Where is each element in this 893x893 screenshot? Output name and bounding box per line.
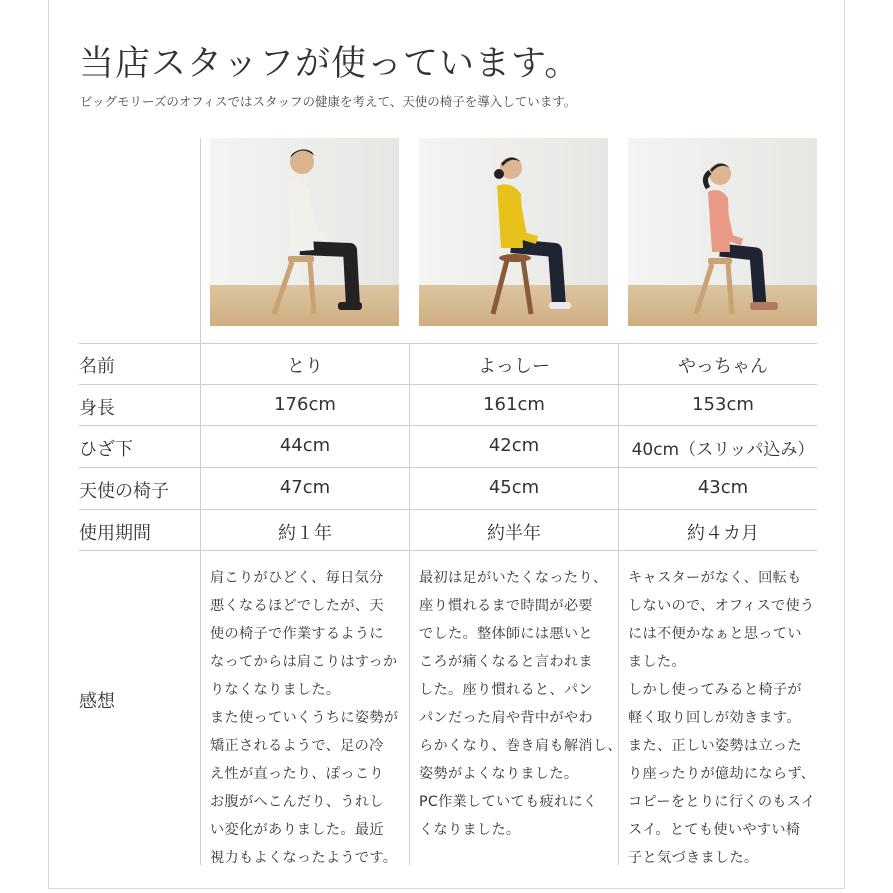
comment-line: お腹がへこんだり、うれし [210,794,384,810]
comment-line: コピーをとりに行くのもスイ [628,794,816,810]
staff-chair-height: 45cm [488,477,540,498]
row-label-impression: 感想 [79,691,115,712]
comment-line: キャスターがなく、回転も [628,570,802,586]
comment-line: 肩こりがひどく、毎日気分 [210,570,384,586]
row-divider [79,550,817,551]
staff-name: とり [287,356,323,377]
row-divider [79,467,817,468]
staff-photo-yacchan [628,138,817,326]
staff-knee: 40cm（スリッパ込み） [631,440,815,460]
staff-photo-tori [210,138,399,326]
staff-knee: 44cm [279,435,331,456]
staff-chair-height: 43cm [697,477,749,498]
comment-line: スイ。とても使いやすい椅 [628,822,801,838]
comment-line: い変化がありました。最近 [210,822,384,838]
comment-line: 使の椅子で作業するように [210,626,384,642]
staff-period: 約４カ月 [687,523,759,544]
comment-line: 姿勢がよくなりました。 [419,766,579,782]
staff-height: 153cm [692,394,754,415]
row-label-chair: 天使の椅子 [79,481,169,502]
comment-line: 最初は足がいたくなったり、 [419,570,608,586]
page-title: 当店スタッフが使っています。 [79,44,581,84]
staff-name: やっちゃん [678,356,768,377]
comment-line: 座り慣れるまで時間が必要 [419,598,593,614]
row-label-height: 身長 [79,398,115,419]
comment-line: しかし使ってみると椅子が [628,682,802,698]
row-divider [79,509,817,510]
comment-line: 子と気づきました。 [628,850,759,866]
row-divider [79,384,817,385]
staff-height: 176cm [274,394,336,415]
comment-line: り座ったりが億劫にならず、 [628,766,816,782]
staff-comment [628,564,816,872]
staff-period: 約半年 [487,523,541,544]
comment-line: 軽く取り回しが効きます。 [628,710,801,726]
page-subtitle: ビッグモリーズのオフィスではスタッフの健康を考えて、天使の椅子を導入しています。 [80,94,577,109]
comment-line: 視力もよくなったようです。 [210,850,398,866]
staff-comment [210,564,398,872]
staff-photo-yosshi [419,138,608,326]
staff-height: 161cm [483,394,545,415]
comment-line: なってからは肩こりはすっか [210,654,398,670]
comment-line: りなくなりました。 [210,682,341,698]
staff-chair-height: 47cm [279,477,331,498]
staff-name: よっしー [478,356,550,377]
staff-period: 約１年 [278,523,332,544]
staff-comment [419,564,622,844]
row-label-knee: ひざ下 [79,439,133,460]
comment-line: した。座り慣れると、パン [419,682,593,698]
comment-line: しないので、オフィスで使う [628,598,815,614]
comment-line: くなりました。 [419,822,521,838]
comment-line: には不便かなぁと思ってい [628,626,802,642]
row-divider [79,425,817,426]
comment-line: また、正しい姿勢は立った [628,738,802,754]
column-divider-2 [409,343,410,865]
comment-line: え性が直ったり、ぽっこり [210,766,384,782]
comment-line: らかくなり、巻き肩も解消し、 [419,738,622,754]
comment-line: また使っていくうちに姿勢が [210,710,399,726]
comment-line: 悪くなるほどでしたが、天 [210,598,384,614]
comment-line: ころが痛くなると言われま [419,654,593,670]
row-label-period: 使用期間 [79,523,151,544]
comment-line: ました。 [628,654,686,670]
row-divider [79,343,817,344]
comment-line: PC作業していても疲れにく [419,794,598,810]
comment-line: でした。整体師には悪いと [419,626,593,642]
staff-knee: 42cm [488,435,540,456]
row-label-name: 名前 [79,356,115,377]
comment-line: パンだった肩や背中がやわ [419,710,593,726]
column-divider-1 [200,138,201,865]
comment-line: 矯正されるようで、足の冷 [210,738,384,754]
